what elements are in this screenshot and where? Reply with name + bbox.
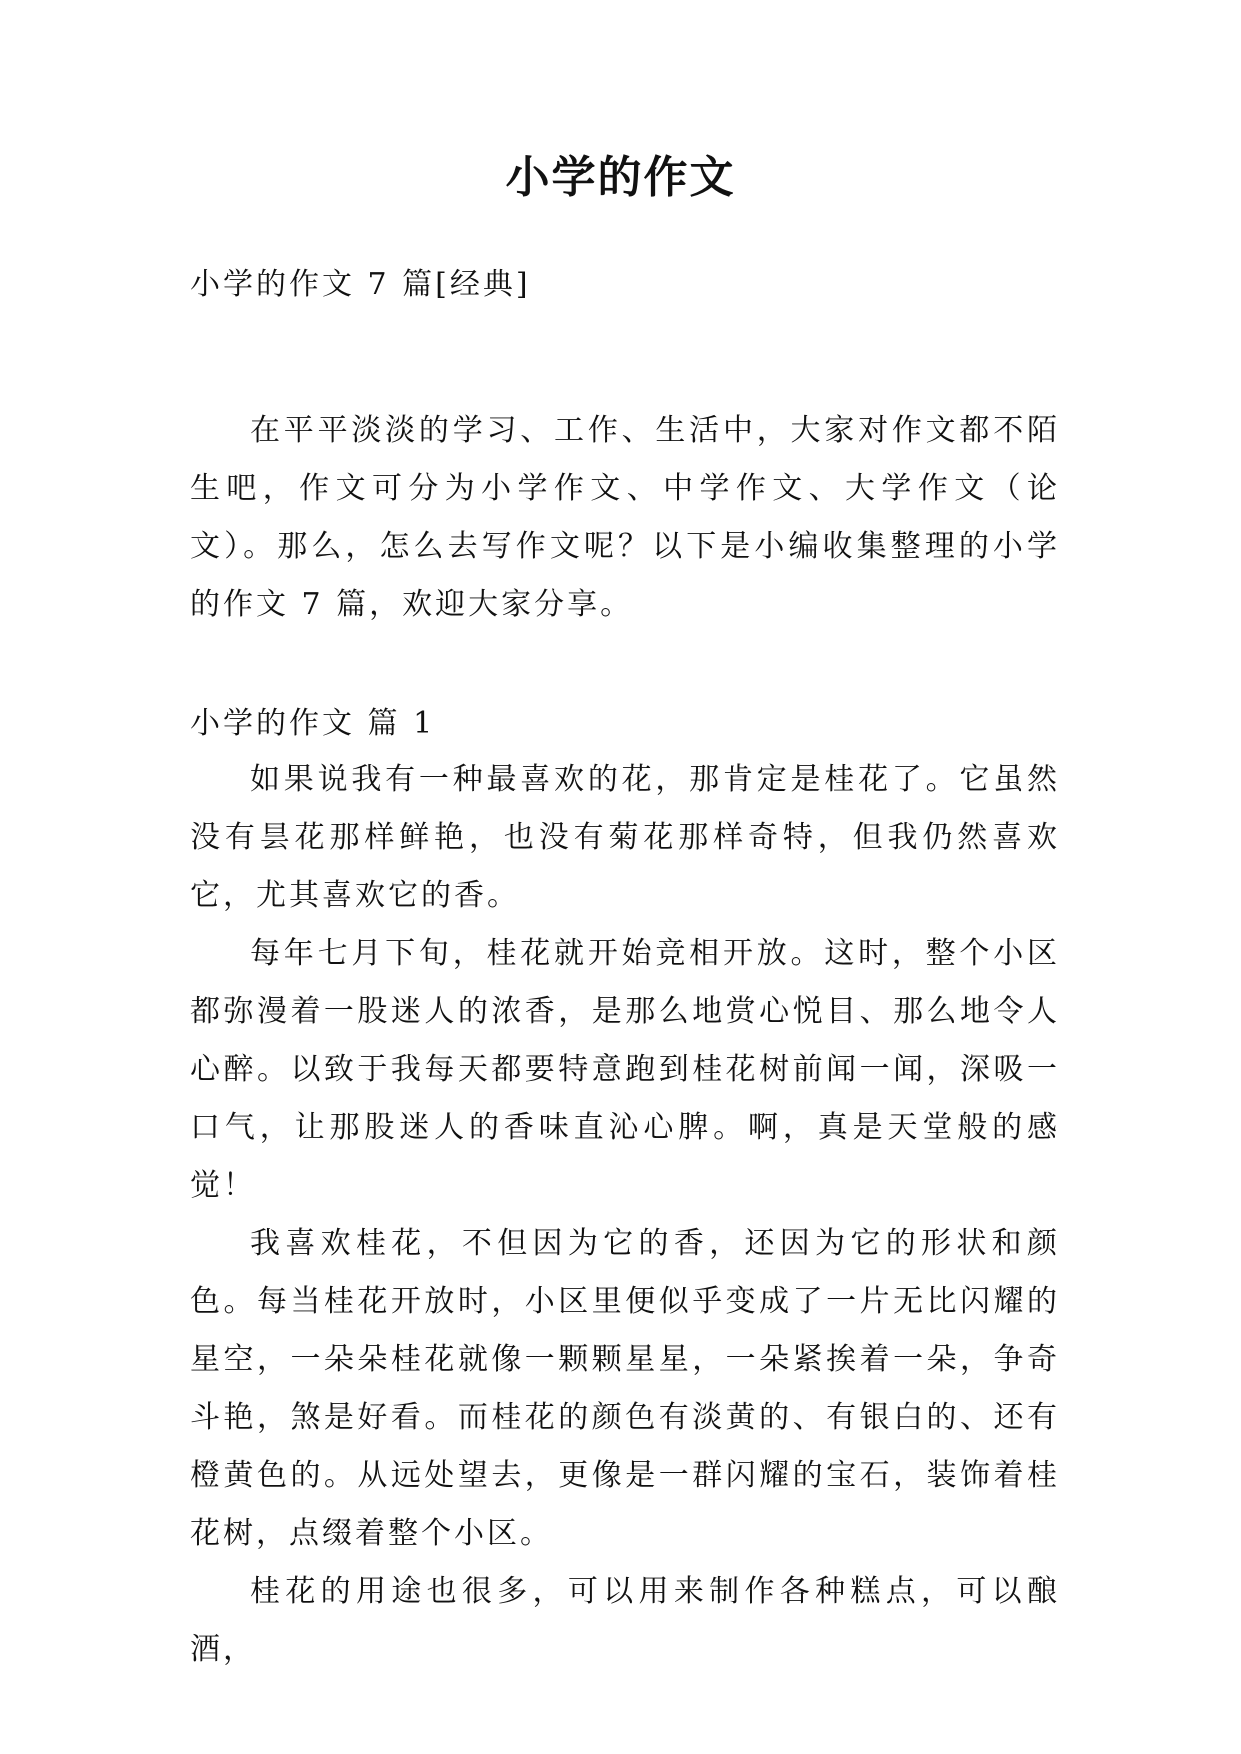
essay-body xyxy=(190,751,1060,1679)
essay-paragraph-1: 如果说我有一种最喜欢的花，那肯定是桂花了。它虽然没有昙花那样鲜艳，也没有菊花那样奇特，但我仍然喜欢它，尤其喜欢它的香。 xyxy=(190,762,1060,913)
document-subtitle: 小学的作文 7 篇[经典] xyxy=(190,267,531,302)
intro-block xyxy=(190,402,1060,634)
essay-paragraph-3: 我喜欢桂花，不但因为它的香，还因为它的形状和颜色。每当桂花开放时，小区里便似乎变成了一片无比闪耀的星空，一朵朵桂花就像一颗颗星星，一朵紧挨着一朵，争奇斗艳，煞是好看。而桂花的颜色有淡黄的、有银白的、还有橙黄色的。从远处望去，更像是一群闪耀的宝石，装饰着桂花树，点缀着整个小区。 xyxy=(190,1226,1060,1551)
essay-paragraph-2: 每年七月下旬，桂花就开始竞相开放。这时，整个小区都弥漫着一股迷人的浓香，是那么地赏心悦目、那么地令人心醉。以致于我每天都要特意跑到桂花树前闻一闻，深吸一口气，让那股迷人的香味直沁心脾。啊，真是天堂般的感觉！ xyxy=(190,936,1060,1203)
intro-paragraph: 在平平淡淡的学习、工作、生活中，大家对作文都不陌生吧，作文可分为小学作文、中学作文、大学作文（论文）。那么，怎么去写作文呢？以下是小编收集整理的小学的作文 7 篇，欢迎大家分享。 xyxy=(190,413,1060,622)
document-title: 小学的作文 xyxy=(505,152,736,203)
section-heading: 小学的作文 篇 1 xyxy=(190,706,436,741)
essay-paragraph-4: 桂花的用途也很多，可以用来制作各种糕点，可以酿酒， xyxy=(190,1574,1060,1667)
